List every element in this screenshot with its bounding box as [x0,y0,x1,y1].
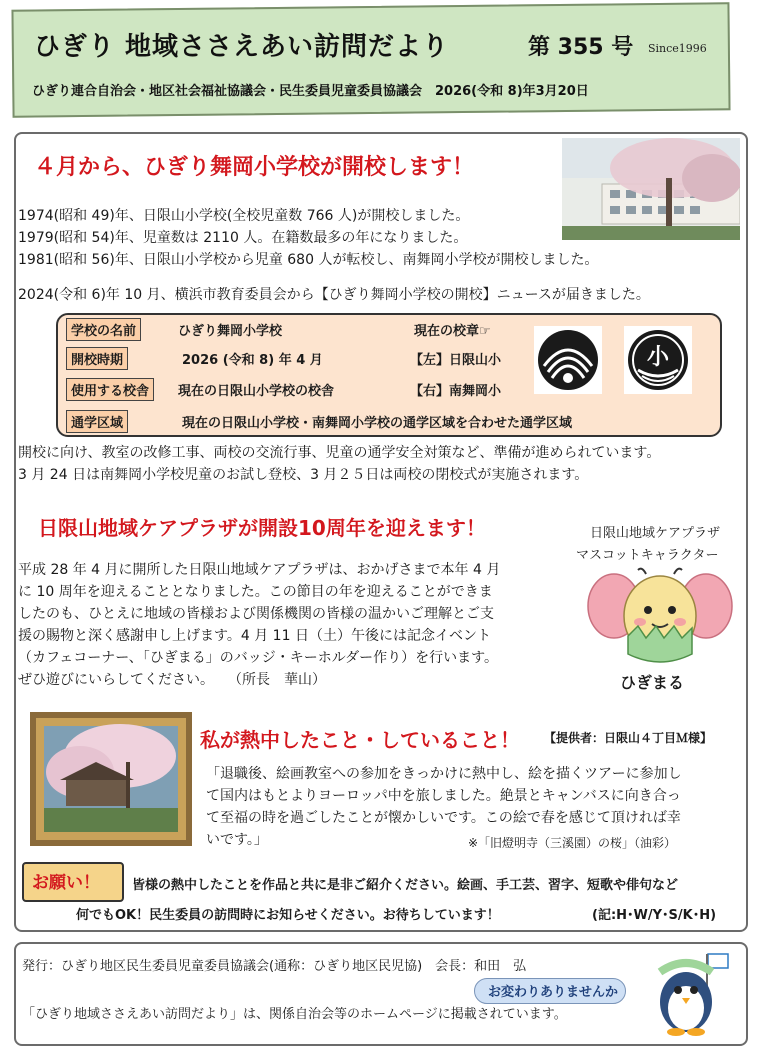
footer-publisher: 発行：ひぎり地区民生委員児童委員協議会(通称：ひぎり地区民児協) 会長：和田 弘 [22,959,527,974]
school-name-value: ひぎり舞岡小学校 [178,324,283,339]
history-line-3: 1981(昭和 56)年、日限山小学校から児童 680 人が転校し、南舞岡小学校が開校しました。 [18,252,599,268]
prep-line-2: 3 月 24 日は南舞岡小学校児童のお試し登校、3 月２５日は両校の閉校式が実施されます。 [18,467,589,483]
section3-title: 私が熱中したこと・していること！ [200,728,520,752]
hobby-line-1: 「退職後、絵画教室への参加をきっかけに熱中し、絵を描くツアーに参加し [206,766,682,782]
provider-credit: 【提供者：日限山４丁目Ｍ様】 [544,731,713,745]
history-line-2: 1979(昭和 54)年、児童数は 2110 人。在籍数最多の年になりました。 [18,230,468,246]
greeting-text: お変わりありませんか [488,985,619,1000]
mascot-higimaru-illustration [586,566,734,672]
hobby-line-4: いです。」 [206,832,268,848]
emblem-character: 小 [646,345,670,370]
school-photo [562,138,740,240]
footer-note: 「ひぎり地域ささえあい訪問だより」は、関係自治会等のホームページに掲載されています。 [22,1007,567,1022]
hobby-line-2: て国内はもとよりヨーロッパ中を旅しました。絶景とキャンバスに向き合っ [206,788,681,804]
since-label: Since1996 [648,42,707,55]
history-line-4: 2024(令和 6)年 10 月、横浜市教育委員会から【ひぎり舞岡小学校の開校】ニュースが届きました。 [18,287,650,303]
painting-caption: ※「旧燈明寺（三溪園）の桜」（油彩） [468,836,677,850]
cherry-blossom-painting [30,712,192,846]
publisher-orgs-date: ひぎり連合自治会・地区社会福祉協議会・民生委員児童委員協議会 2026(令和 8)年3月20日 [32,84,589,99]
mascot-caption-1: 日限山地域ケアプラザ [590,526,721,541]
right-emblem-caption: 【右】南舞岡小 [410,384,502,399]
mascot-caption-2: マスコットキャラクター [576,548,719,563]
issue-number: 第 355 号 [528,35,634,60]
careplaza-line-5: （カフェコーナー、「ひぎまる」のバッジ・キーホルダー作り）を行います。 [18,650,499,666]
request-line-1: 皆様の熱中したことを作品と共に是非ご紹介ください。絵画、手工芸、習字、短歌や俳句など [132,878,679,893]
mascot-name: ひぎまる [620,673,685,692]
hikiriyama-school-emblem [534,326,602,394]
newsletter-title: ひぎり 地域ささえあい訪問だより [34,32,450,62]
school-name-label: 学校の名前 [66,318,141,341]
request-line-2: 何でもOK！民生委員の訪問時にお知らせください。お待ちしています！ [76,908,500,923]
careplaza-line-4: 援の賜物と深く感謝申し上げます。4 月 11 日（土）午後には記念イベント [18,628,491,644]
request-label: お願い！ [32,873,100,893]
penguin-mascot-icon [650,950,734,1036]
minamimaioka-school-emblem [624,326,692,394]
request-credit: (記:H･W/Y･S/K･H) [592,908,717,923]
careplaza-line-1: 平成 28 年 4 月に開所した日限山地域ケアプラザは、おかげさまで本年 4 月 [18,562,501,578]
section2-title: 日限山地域ケアプラザが開設10周年を迎えます！ [38,516,486,540]
open-date-value: 2026 (令和 8) 年 4 月 [182,353,323,368]
left-emblem-caption: 【左】日限山小 [410,353,502,368]
district-label: 通学区域 [66,410,128,433]
emblem-note: 現在の校章☞ [414,324,491,339]
building-label: 使用する校舎 [66,378,154,401]
district-value: 現在の日限山小学校・南舞岡小学校の通学区域を合わせた通学区域 [182,416,573,431]
open-date-label: 開校時期 [66,347,128,370]
history-line-1: 1974(昭和 49)年、日限山小学校(全校児童数 766 人)が開校しました。 [18,208,470,224]
careplaza-line-3: したのも、ひとえに地域の皆様および関係機関の皆様の温かいご理解とご支 [18,606,494,622]
hobby-line-3: て至福の時を過ごしたことが懐かしいです。この絵で春を感じて頂ければ幸 [206,810,681,826]
careplaza-line-2: に 10 周年を迎えることとなりました。この節目の年を迎えることができま [18,584,493,600]
prep-line-1: 開校に向け、教室の改修工事、両校の交流行事、児童の通学安全対策など、準備が進められています。 [18,445,661,461]
building-value: 現在の日限山小学校の校舎 [178,384,335,399]
section1-title: ４月から、ひぎり舞岡小学校が開校します！ [34,155,475,180]
careplaza-line-6: ぜひ遊びにいらしてください。 （所長 華山） [18,672,326,688]
